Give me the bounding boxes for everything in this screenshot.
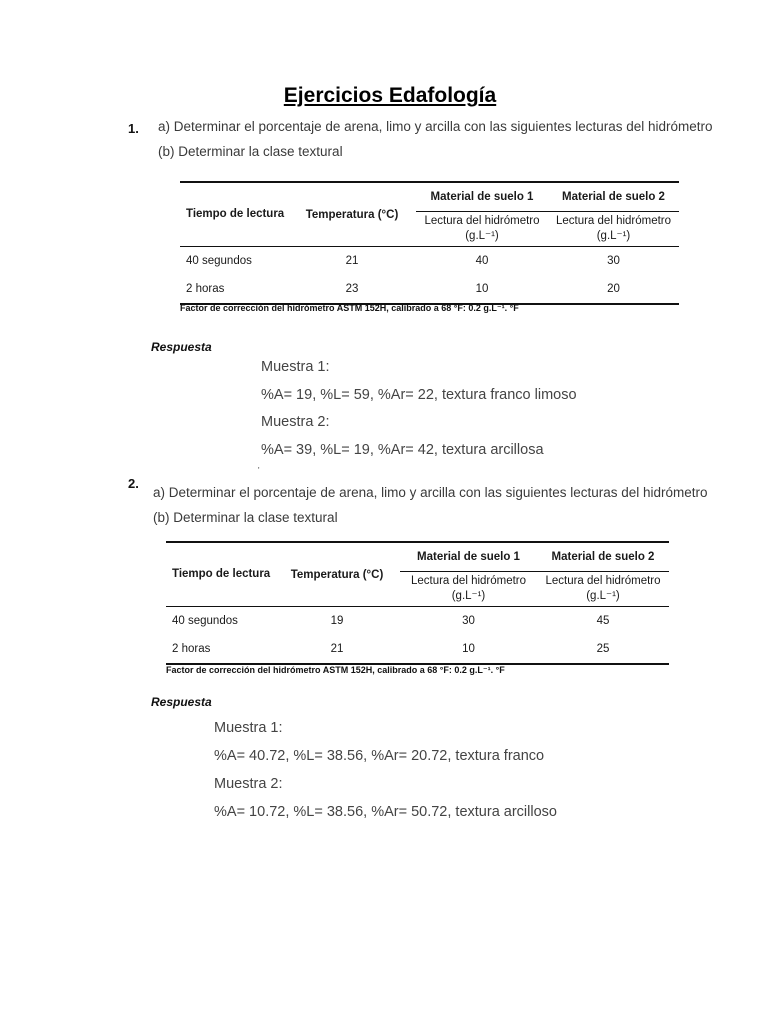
exercise-2-question-b: (b) Determinar la clase textural: [153, 510, 338, 525]
subheader-reading-2: Lectura del hidrómetro (g.L⁻¹): [548, 212, 679, 247]
subheader-reading-1: Lectura del hidrómetro (g.L⁻¹): [400, 572, 537, 607]
exercise-2-question-a: a) Determinar el porcentaje de arena, limo y arcilla con las siguientes lecturas del hidrómetro: [153, 485, 708, 500]
header-time: Tiempo de lectura: [166, 542, 274, 607]
exercise-1-table: [180, 181, 679, 305]
exercise-2-response-label: Respuesta: [151, 695, 212, 709]
table-row: 40 segundos 19 30 45: [172, 615, 610, 627]
exercise-2-sample-2-label: Muestra 2:: [214, 776, 283, 792]
exercise-1-sample-1-label: Muestra 1:: [261, 359, 330, 375]
exercise-1-question-a: a) Determinar el porcentaje de arena, limo y arcilla con las siguientes lecturas del hidrómetro: [158, 119, 713, 134]
exercise-2-number: 2.: [128, 476, 139, 491]
exercise-2-factor-note: Factor de corrección del hidrómetro ASTM 152H, calibrado a 68 °F: 0.2 g.L⁻¹. °F: [166, 665, 505, 675]
header-temperature: Temperatura (°C): [288, 182, 416, 247]
exercise-2-sample-2-answer: %A= 10.72, %L= 38.56, %Ar= 50.72, textura arcilloso: [214, 804, 557, 820]
table-row: 2 horas 23 10 20: [186, 283, 620, 295]
header-material-2: Material de suelo 2: [537, 542, 669, 572]
table-row: 2 horas 21 10 25: [172, 643, 610, 655]
subheader-reading-1: Lectura del hidrómetro (g.L⁻¹): [416, 212, 548, 247]
stray-mark: ': [258, 466, 260, 475]
exercise-1-sample-2-label: Muestra 2:: [261, 414, 330, 430]
exercise-1-number: 1.: [128, 121, 139, 136]
exercise-1-question-b: (b) Determinar la clase textural: [158, 144, 343, 159]
header-material-1: Material de suelo 1: [400, 542, 537, 572]
table-row: 40 segundos 21 40 30: [186, 255, 620, 267]
exercise-2-table: [166, 541, 669, 665]
header-material-2: Material de suelo 2: [548, 182, 679, 212]
header-material-1: Material de suelo 1: [416, 182, 548, 212]
header-time: Tiempo de lectura: [180, 182, 288, 247]
header-temperature: Temperatura (°C): [274, 542, 400, 607]
exercise-1-sample-1-answer: %A= 19, %L= 59, %Ar= 22, textura franco limoso: [261, 387, 577, 403]
exercise-1-sample-2-answer: %A= 39, %L= 19, %Ar= 42, textura arcillosa: [261, 442, 544, 458]
exercise-2-sample-1-answer: %A= 40.72, %L= 38.56, %Ar= 20.72, textura franco: [214, 748, 545, 764]
exercise-1-factor-note: Factor de corrección del hidrómetro ASTM 152H, calibrado a 68 °F: 0.2 g.L⁻¹. °F: [180, 303, 519, 313]
subheader-reading-2: Lectura del hidrómetro (g.L⁻¹): [537, 572, 669, 607]
exercise-1-response-label: Respuesta: [151, 340, 212, 354]
page-title: Ejercicios Edafología: [283, 84, 497, 107]
exercise-2-sample-1-label: Muestra 1:: [214, 720, 283, 736]
